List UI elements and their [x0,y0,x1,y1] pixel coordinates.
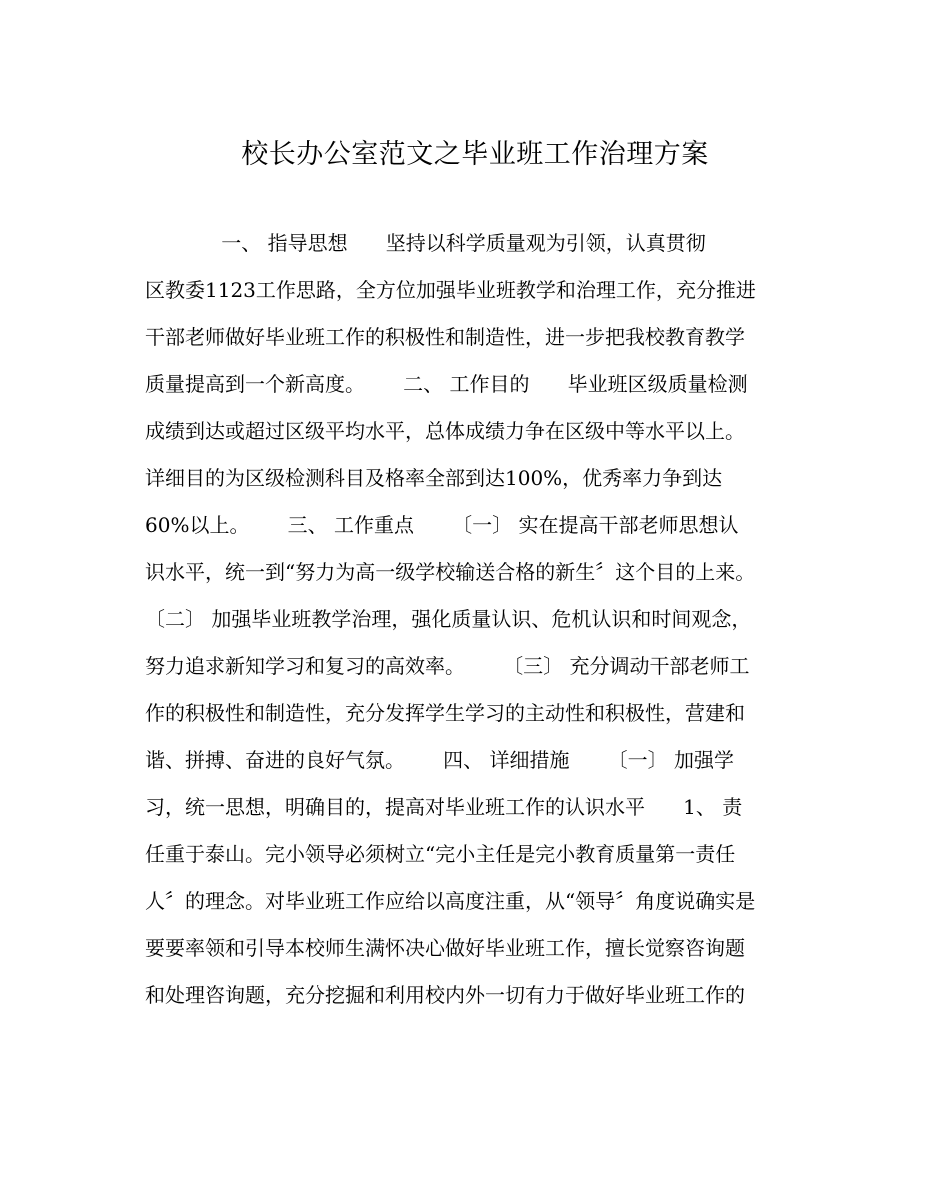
body-text-line: 和处理咨询题，充分挖掘和利用校内外一切有力于做好毕业班工作的 [145,983,745,1007]
body-text-line: 谐、拼搏、奋进的良好气氛。 四、 详细措施 〔一〕 加强学 [145,748,735,772]
document-title: 校长办公室范文之毕业班工作治理方案 [241,139,709,170]
body-text-line: 干部老师做好毕业班工作的积极性和制造性，进一步把我校教育教学 [145,325,745,349]
document-body [145,220,810,1019]
body-text-line: 区教委1123工作思路，全方位加强毕业班教学和治理工作，充分推进 [145,278,756,302]
body-text-line: 努力追求新知学习和复习的高效率。 〔三〕 充分调动干部老师工 [145,654,750,678]
body-text-line: 成绩到达或超过区级平均水平，总体成绩力争在区级中等水平以上。 [145,419,745,443]
body-text-line: 习，统一思想，明确目的，提高对毕业班工作的认识水平 1、 责 [145,795,743,819]
body-text-line: 质量提高到一个新高度。 二、 工作目的 毕业班区级质量检测 [145,372,748,396]
body-text-line: 一、 指导思想 坚持以科学质量观为引领，认真贯彻 [145,231,706,255]
body-text-line: 要要率领和引导本校师生满怀决心做好毕业班工作，擅长觉察咨询题 [145,936,745,960]
body-text-line: 详细目的为区级检测科目及格率全部到达100%，优秀率力争到达 [145,466,723,490]
body-text-line: 60%以上。 三、 工作重点 〔一〕 实在提高干部老师思想认 [145,513,739,537]
body-text-line: 任重于泰山。完小领导必须树立“完小主任是完小教育质量第一责任 [145,842,736,866]
body-text-line: 人〞的理念。对毕业班工作应给以高度注重，从“领导〞角度说确实是 [145,889,756,913]
body-text-line: 识水平，统一到“努力为高一级学校输送合格的新生〞这个目的上来。 [145,560,756,584]
body-text-line: 〔二〕 加强毕业班教学治理，强化质量认识、危机认识和时间观念， [145,607,752,631]
body-text-line: 作的积极性和制造性，充分发挥学生学习的主动性和积极性，营建和 [145,701,745,725]
